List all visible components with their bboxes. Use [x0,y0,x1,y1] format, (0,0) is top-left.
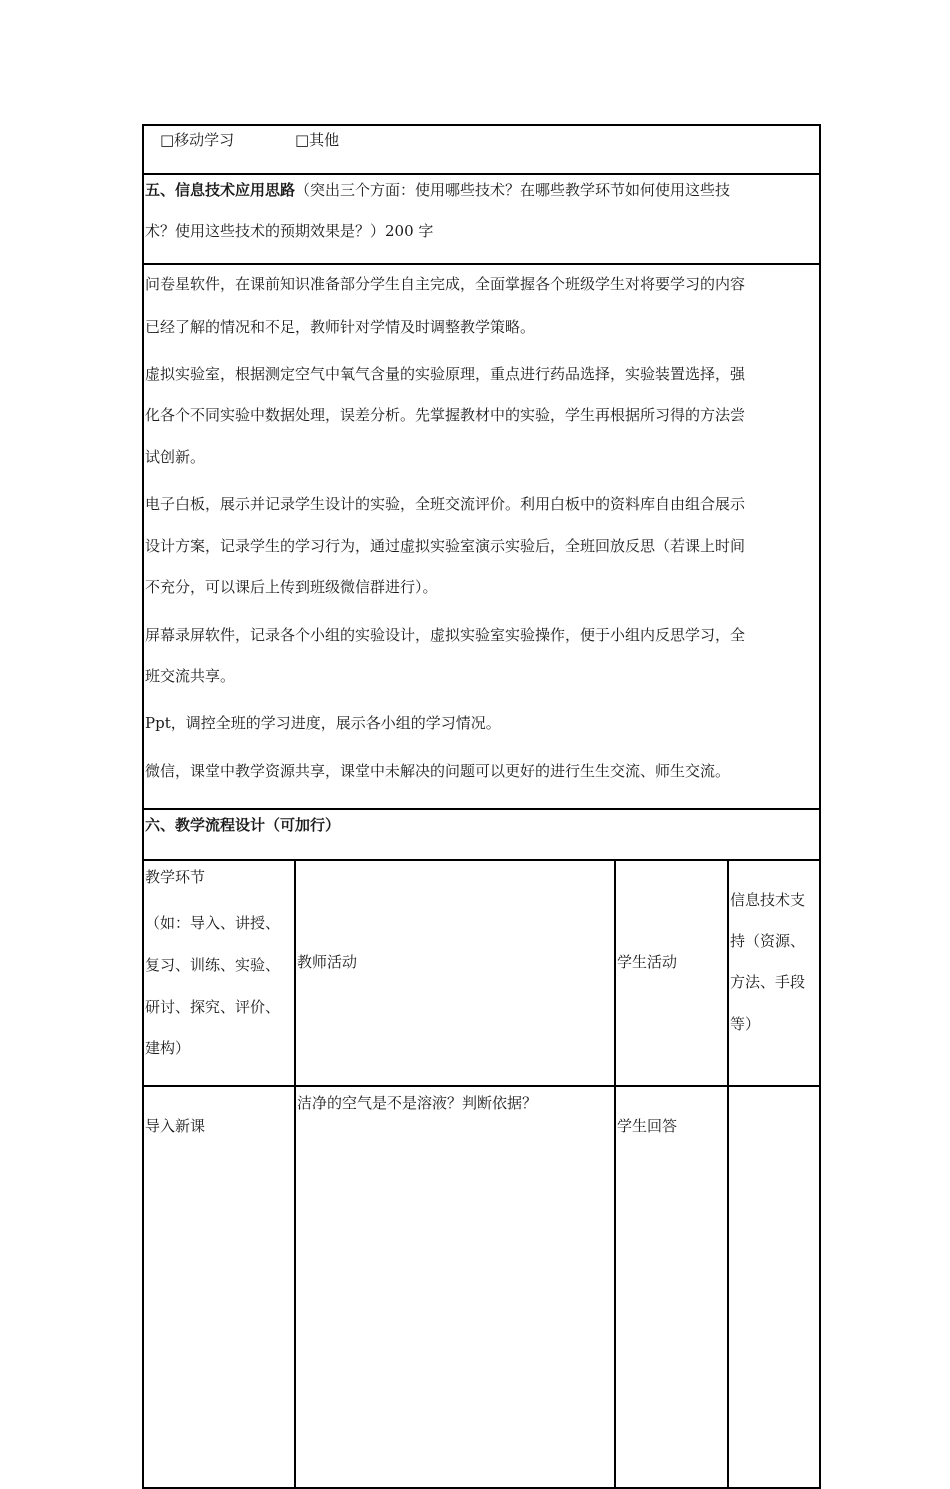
paragraph-questionnaire-line1: 问卷星软件，在课前知识准备部分学生自主完成，全面掌握各个班级学生对将要学习的内容 [145,275,746,293]
paragraph-questionnaire-line2: 已经了解的情况和不足，教师针对学情及时调整教学策略。 [145,318,536,336]
table-col-divider-3 [727,859,729,1489]
paragraph-whiteboard-line2: 设计方案，记录学生的学习行为，通过虚拟实验室演示实验后，全班回放反思（若课上时间 [145,537,746,555]
paragraph-screen-record-line1: 屏幕录屏软件，记录各个小组的实验设计，虚拟实验室实验操作，便于小组内反思学习，全 [145,626,746,644]
table-header-it-support-line1: 信息技术支 [730,891,806,909]
table-header-student-activity: 学生活动 [617,953,678,971]
checkbox-other[interactable]: □其他 [295,131,340,149]
table-header-it-support-line3: 方法、手段 [730,973,806,991]
row-divider-after-section5-heading [142,263,821,265]
table-top-border [142,124,821,126]
table-header-stage-line4: 研讨、探究、评价、 [145,998,281,1016]
paragraph-whiteboard-line1: 电子白板，展示并记录学生设计的实验，全班交流评价。利用白板中的资料库自由组合展示 [145,495,746,513]
paragraph-screen-record-line2: 班交流共享。 [145,667,236,685]
table-row1-student-activity: 学生回答 [617,1117,678,1135]
section5-heading-line1 [145,180,730,200]
table-left-border [142,124,144,1489]
paragraph-virtual-lab-line1: 虚拟实验室，根据测定空气中氧气含量的实验原理，重点进行药品选择，实验装置选择，强 [145,365,746,383]
row-divider-after-section6-heading [142,859,821,861]
paragraph-virtual-lab-line3: 试创新。 [145,448,206,466]
table-right-border [819,124,821,1489]
checkbox-mobile-learning[interactable]: □移动学习 [160,131,235,149]
row-divider-after-checkboxes [142,173,821,175]
table-header-teacher-activity: 教师活动 [297,953,358,971]
paragraph-wechat-line1: 微信，课堂中教学资源共享，课堂中未解决的问题可以更好的进行生生交流、师生交流。 [145,762,731,780]
table-header-stage-line3: 复习、训练、实验、 [145,956,281,974]
paragraph-whiteboard-line3: 不充分，可以课后上传到班级微信群进行）。 [145,578,438,596]
section5-note-line1: （突出三个方面：使用哪些技术？在哪些教学环节如何使用这些技 [295,181,731,199]
row-divider-after-paragraphs [142,808,821,810]
table-row1-teacher-activity: 洁净的空气是不是溶液？判断依据？ [297,1094,538,1112]
section6-heading: 六、教学流程设计（可加行） [145,816,341,834]
table-row1-stage: 导入新课 [145,1117,206,1135]
row-divider-after-table-header [142,1085,821,1087]
section5-heading: 五、信息技术应用思路 [145,181,296,199]
table-header-it-support-line2: 持（资源、 [730,932,806,950]
table-header-stage-line5: 建构） [145,1039,191,1057]
table-col-divider-2 [614,859,616,1489]
table-header-stage-line1: 教学环节 [145,868,206,886]
table-col-divider-1 [294,859,296,1489]
section5-note-line2: 术？使用这些技术的预期效果是？）200 字 [145,222,434,240]
table-header-it-support-line4: 等） [730,1015,761,1033]
paragraph-virtual-lab-line2: 化各个不同实验中数据处理，误差分析。先掌握教材中的实验，学生再根据所习得的方法尝 [145,406,746,424]
paragraph-ppt-line1: Ppt，调控全班的学习进度，展示各小组的学习情况。 [145,714,501,732]
table-header-stage-line2: （如：导入、讲授、 [145,914,281,932]
